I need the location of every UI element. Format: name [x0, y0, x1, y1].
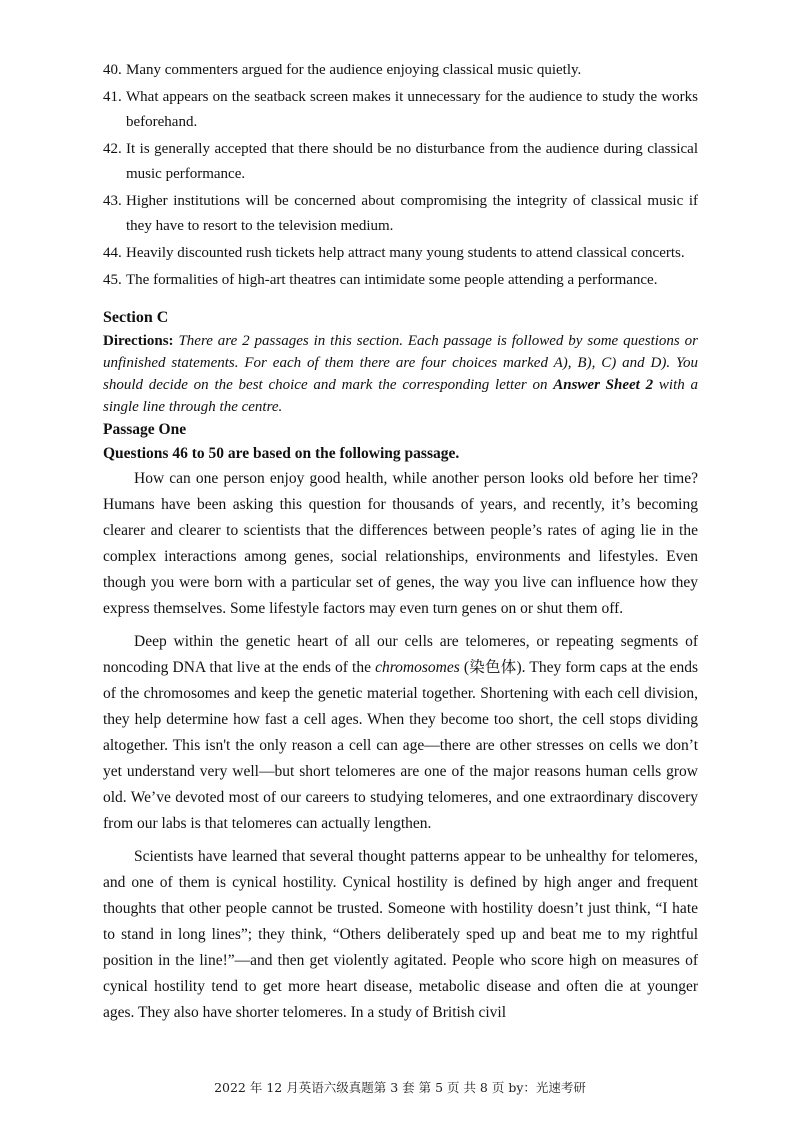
statement-45 [103, 268, 698, 293]
statement-number: 44. [103, 245, 122, 261]
statement-44 [103, 241, 698, 266]
statement-41 [103, 85, 698, 135]
statement-43 [103, 189, 698, 239]
directions-text-2: with a single line through the centre. [103, 377, 698, 415]
statement-text: It is generally accepted that there should be no disturbance from the audience during classical music performance. [126, 141, 698, 182]
statement-42 [103, 137, 698, 187]
page-footer: 2022 年 12 月英语六级真题第 3 套 第 5 页 共 8 页 by：光速考研 [214, 1080, 586, 1095]
section-title: Section C [103, 309, 169, 326]
statement-text: Many commenters argued for the audience enjoying classical music quietly. [126, 62, 582, 78]
directions [103, 330, 698, 418]
statement-number: 41. [103, 89, 122, 105]
page-content [103, 58, 698, 1033]
chromosomes-term: chromosomes [375, 659, 460, 676]
statement-text: Higher institutions will be concerned about compromising the integrity of classical music if they have to resort to the television medium. [126, 193, 698, 234]
statement-text: What appears on the seatback screen makes it unnecessary for the audience to study the works beforehand. [126, 89, 698, 130]
passage-title: Passage One [103, 421, 187, 438]
paragraph-3: Scientists have learned that several thought patterns appear to be unhealthy for telomeres, and one of them is cynical hostility. Cynical hostility is defined by high anger and frequent thoughts that other people cannot be trusted. Someone with hostility doesn’t just think, “I hate to stand in long lines”; they think, “Others deliberately sped up and beat me to my rightful position in the line!”—and then get violently agitated. People who score high on measures of cynical hostility tend to get more heart disease, metabolic disease and often die at younger ages. They also have shorter telomeres. In a study of British civil [103, 848, 698, 1021]
statement-number: 40. [103, 62, 122, 78]
statement-text: The formalities of high-art theatres can intimidate some people attending a performance. [126, 272, 658, 288]
statement-number: 45. [103, 272, 122, 288]
paragraph-2-start: Deep within the genetic heart of all our cells are telomeres, or repeating segments of noncoding DNA that live at the ends of the [103, 633, 698, 676]
directions-text-1: There are 2 passages in this section. Each passage is followed by some questions or unfinished statements. For each of them there are four choices marked A), B), C) and D). You should decide on the best choice and mark the corresponding letter on [103, 333, 698, 393]
questions-heading: Questions 46 to 50 are based on the following passage. [103, 445, 460, 462]
statement-40 [103, 58, 698, 83]
answer-sheet-label: Answer Sheet 2 [553, 377, 654, 393]
chromosomes-gloss: (染色体) [459, 659, 522, 676]
paragraph-2 [103, 629, 698, 837]
paragraph-2-rest: . They form caps at the ends of the chromosomes and keep the genetic material together. Shortening with each cell division, they help determine how fast a cell ages. When they become too short, the cell stops dividing altogether. This isn't the only reason a cell can age—there are other stresses on cells we don’t yet understand very well—but short telomeres are one of the major reasons human cells grow old. We’ve devoted most of our careers to studying telomeres, and one extraordinary discovery from our labs is that telomeres can actually lengthen. [103, 659, 698, 832]
paragraph-1: How can one person enjoy good health, while another person looks old before her time? Humans have been asking this question for thousands of years, and recently, it’s becoming clearer and clearer to scientists that the differences between people’s rates of aging lie in the complex interactions among genes, social relationships, environments and lifestyles. Even though you were born with a particular set of genes, the way you live can influence how they express themselves. Some lifestyle factors may even turn genes on or shut them off. [103, 470, 698, 617]
statement-number: 42. [103, 141, 122, 157]
directions-label: Directions: [103, 333, 174, 349]
statement-text: Heavily discounted rush tickets help attract many young students to attend classical concerts. [126, 245, 685, 261]
statement-number: 43. [103, 193, 122, 209]
